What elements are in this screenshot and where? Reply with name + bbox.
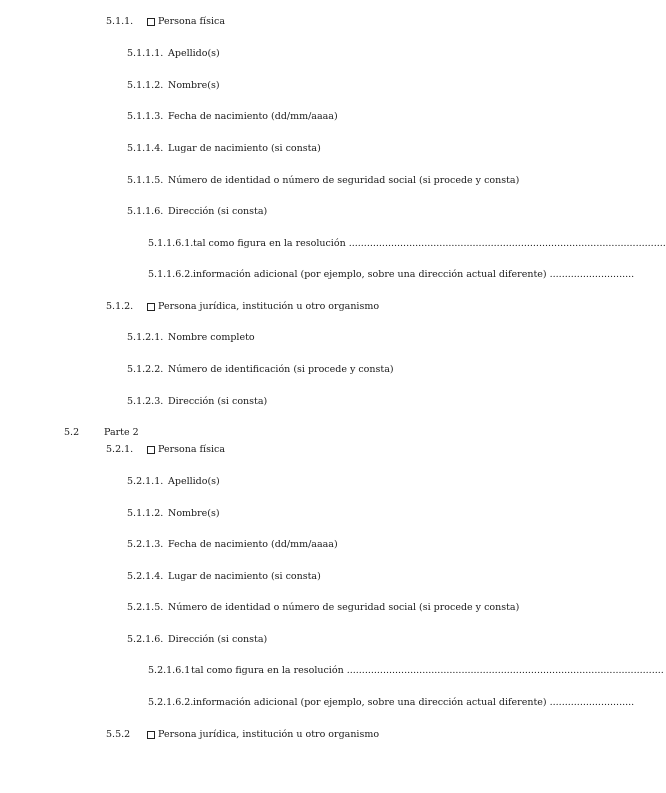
item-number: 5.1.1.4. (127, 143, 164, 154)
item-label: Nombre completo (168, 332, 255, 343)
item-label: Dirección (si consta) (168, 634, 268, 645)
item-label: Número de identidad o número de seguridad social (si procede y consta) (168, 175, 520, 186)
item-label: Nombre(s) (168, 80, 220, 91)
item-number: 5.2.1.6. (127, 634, 164, 645)
item-label: Fecha de nacimiento (dd/mm/aaaa) (168, 111, 338, 122)
item-number: 5.1.2.1. (127, 332, 164, 343)
section-title: Parte 2 (104, 427, 139, 438)
item-label: información adicional (por ejemplo, sobre una dirección actual diferente) ............................ (193, 697, 635, 708)
item-label: Nombre(s) (168, 508, 220, 519)
item-number: 5.2.1.3. (127, 539, 164, 550)
item-number: 5.1.1.2. (127, 80, 164, 91)
item-number: 5.1.1.3. (127, 111, 164, 122)
item-label: Dirección (si consta) (168, 206, 268, 217)
item-number: 5.2.1.4. (127, 571, 164, 582)
checkbox[interactable] (147, 731, 155, 739)
item-number: 5.1.2.2. (127, 364, 164, 375)
section-number: 5.2 (64, 427, 80, 438)
checkbox[interactable] (147, 446, 155, 454)
item-label: información adicional (por ejemplo, sobre una dirección actual diferente) ............................ (193, 269, 635, 280)
item-number: 5.1.1.5. (127, 175, 164, 186)
item-label: tal como figura en la resolución ......................................................................................................... (193, 238, 666, 249)
item-label: Persona física (158, 16, 225, 27)
item-label: Fecha de nacimiento (dd/mm/aaaa) (168, 539, 338, 550)
item-number: 5.2.1.6.1 (148, 665, 191, 676)
item-label: Apellido(s) (168, 476, 220, 487)
checkbox[interactable] (147, 303, 155, 311)
item-number: 5.1.1.6.1. (148, 238, 194, 249)
item-label: Número de identidad o número de seguridad social (si procede y consta) (168, 602, 520, 613)
item-number: 5.1.1. (106, 16, 134, 27)
item-number: 5.2.1. (106, 444, 134, 455)
item-number: 5.1.1.2. (127, 508, 164, 519)
checkbox[interactable] (147, 18, 155, 26)
item-label: Persona jurídica, institución u otro organismo (158, 729, 380, 740)
item-number: 5.2.1.1. (127, 476, 164, 487)
item-number: 5.1.2. (106, 301, 134, 312)
item-label: Número de identificación (si procede y consta) (168, 364, 394, 375)
item-label: Dirección (si consta) (168, 396, 268, 407)
item-number: 5.2.1.5. (127, 602, 164, 613)
item-number: 5.1.1.1. (127, 48, 164, 59)
item-label: Persona jurídica, institución u otro organismo (158, 301, 380, 312)
item-number: 5.1.1.6. (127, 206, 164, 217)
item-label: Persona física (158, 444, 225, 455)
item-label: Lugar de nacimiento (si consta) (168, 143, 321, 154)
item-number: 5.2.1.6.2. (148, 697, 194, 708)
item-label: tal como figura en la resolución ......................................................................................................... (191, 665, 664, 676)
item-number: 5.1.2.3. (127, 396, 164, 407)
item-number: 5.1.1.6.2. (148, 269, 194, 280)
item-label: Apellido(s) (168, 48, 220, 59)
item-number: 5.5.2 (106, 729, 131, 740)
item-label: Lugar de nacimiento (si consta) (168, 571, 321, 582)
